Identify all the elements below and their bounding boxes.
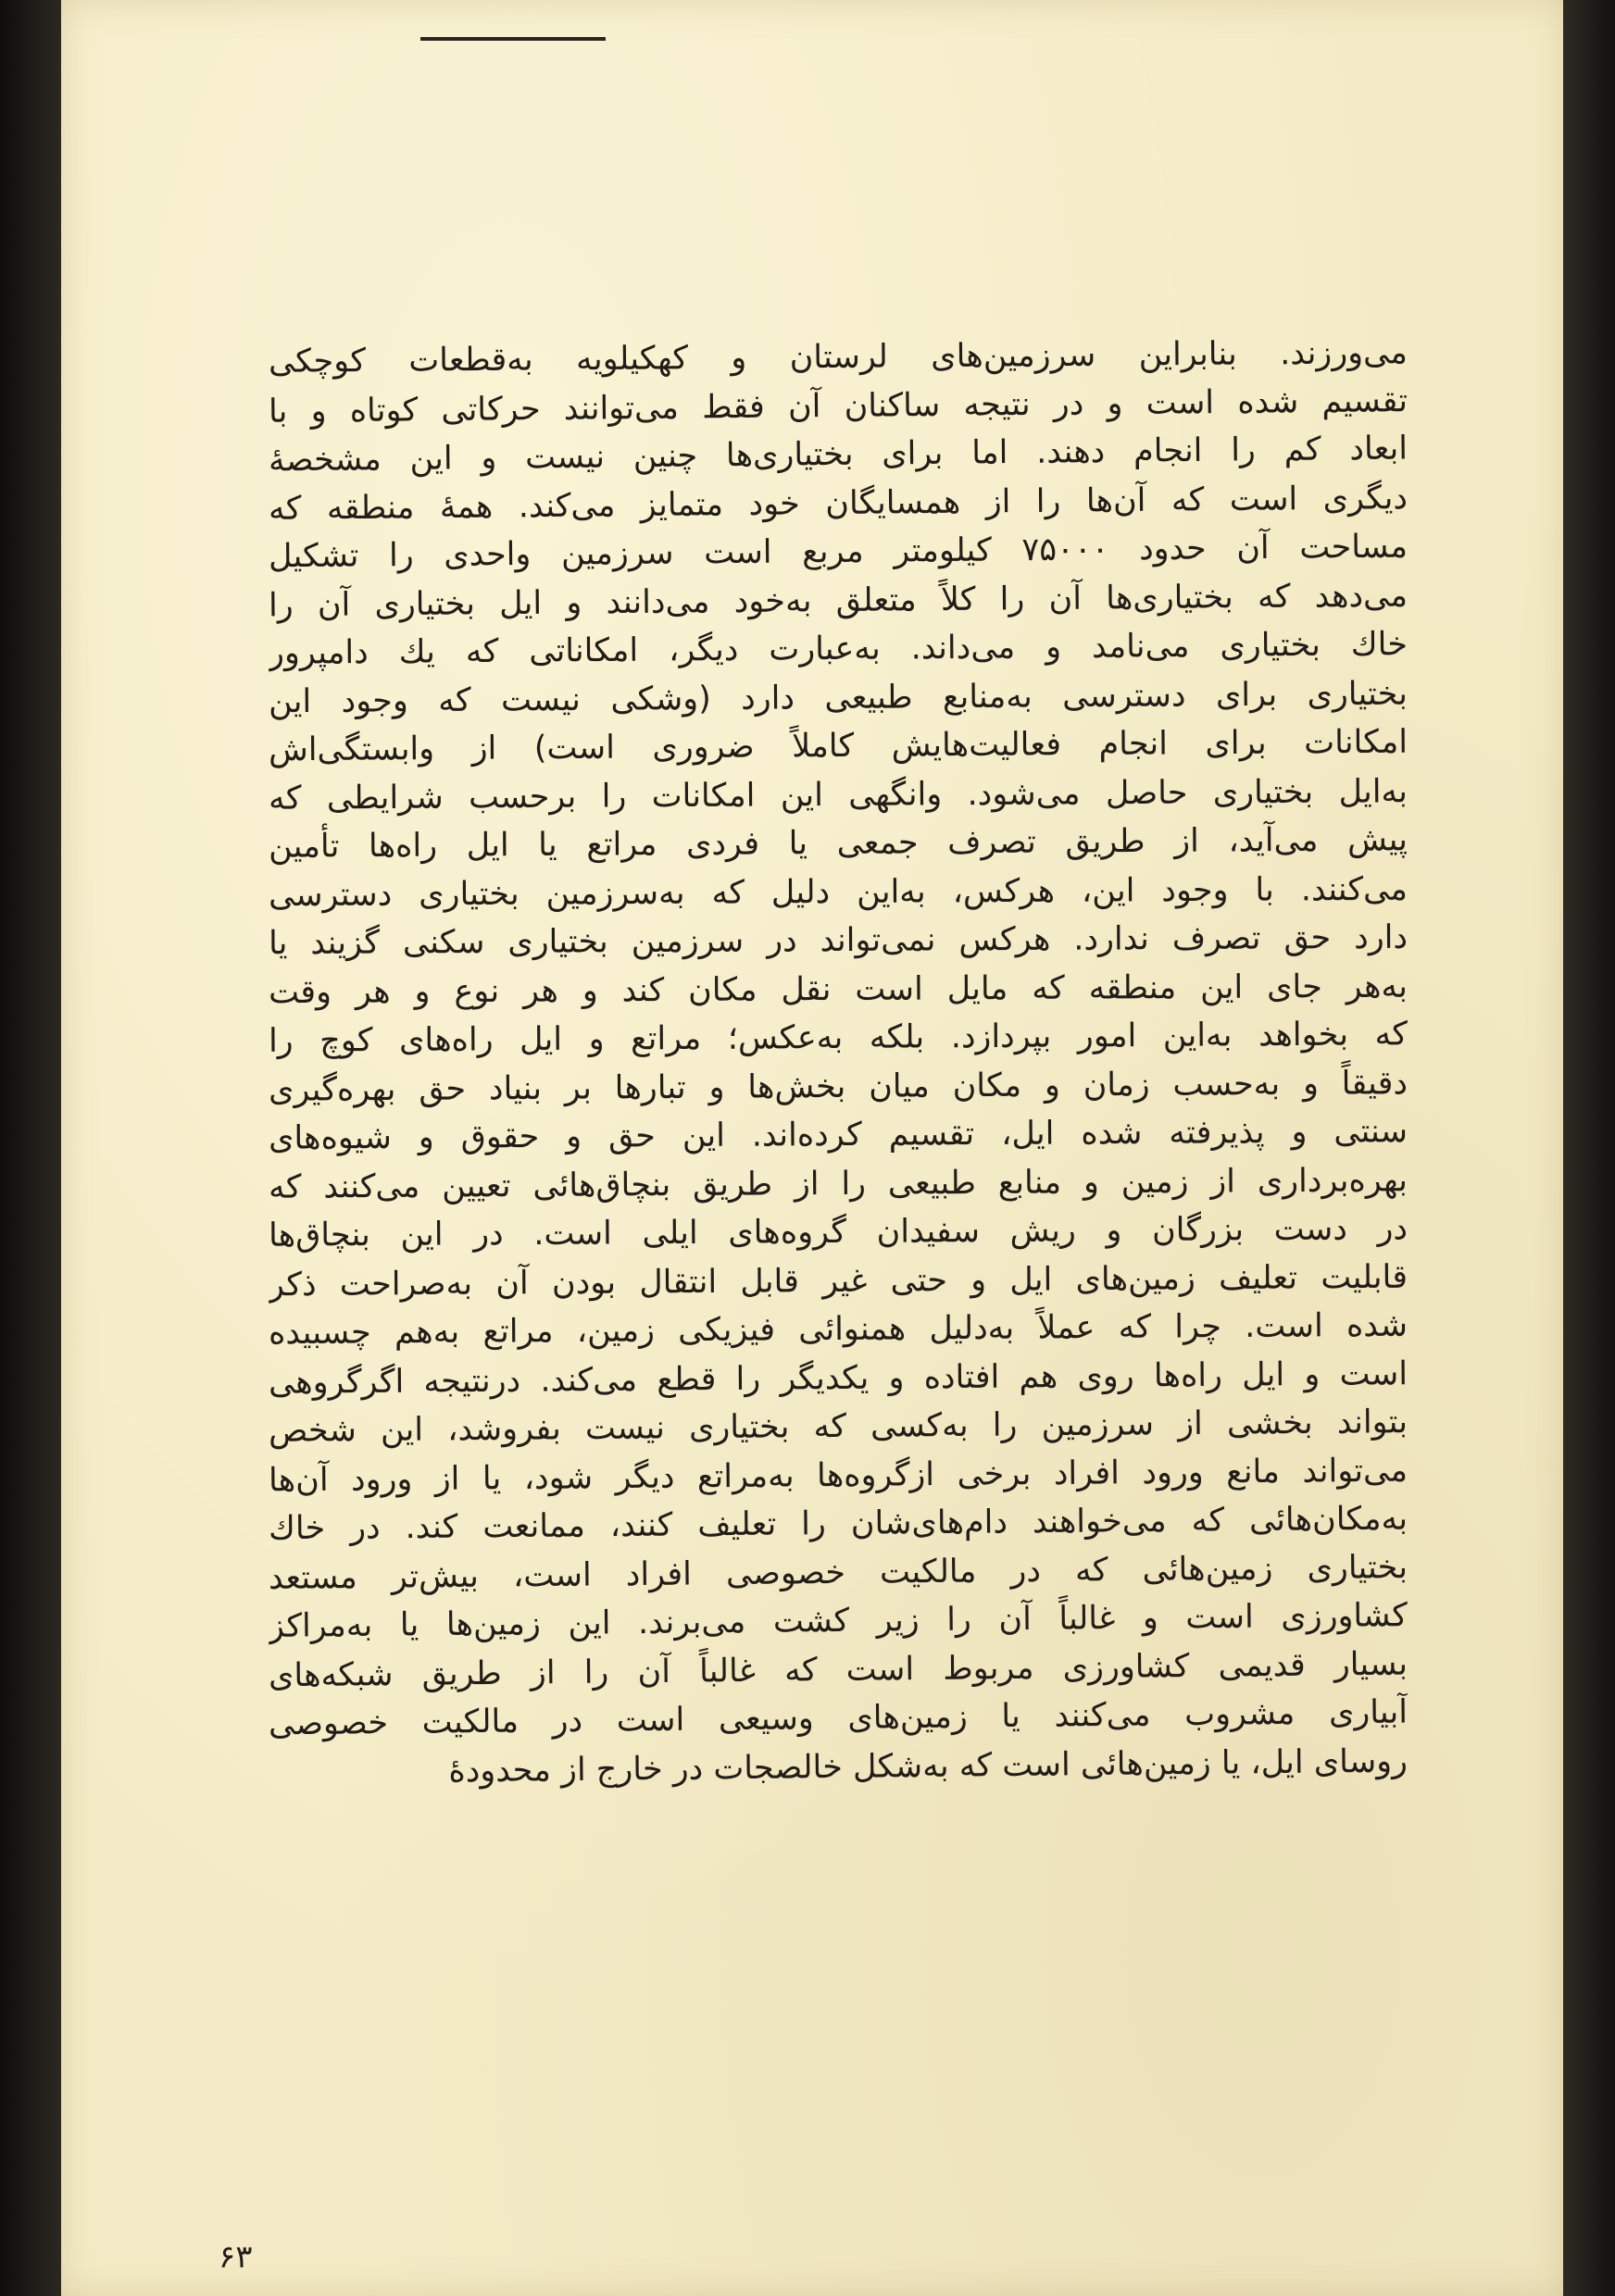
text-line-28: بسیار قدیمی کشاورزی مربوط است که غالباً آن را از طریق شبکه‌های (268, 1645, 1408, 1694)
text-line-15: که بخواهد به‌این امور بپردازد. بلکه به‌عکس؛ مراتع و ایل راه‌های کوچ را (268, 1016, 1408, 1060)
text-line-7: خاك بختیاری می‌نامد و می‌داند. به‌عبارت دیگر، امکاناتی که یك دامپرور (268, 626, 1408, 672)
text-line-19: در دست بزرگان و ریش سفیدان گروه‌های ایلی است. در این بنچاق‌ها (268, 1210, 1408, 1254)
text-line-12: می‌کنند. با وجود این، هرکس، به‌این دلیل که به‌سرزمین بختیاری دسترسی (268, 870, 1408, 914)
text-line-21: شده است. چرا که عملاً به‌دلیل همنوائی فیزیکی زمین، مراتع به‌هم چسبیده (268, 1306, 1408, 1353)
text-line-9: امکانات برای انجام فعالیت‌هایش کاملاً ضروری است) از وابستگی‌اش (268, 723, 1408, 769)
text-line-2: تقسیم شده است و در نتیجه ساکنان آن فقط می‌توانند حرکاتی کوتاه و با (268, 381, 1408, 430)
text-line-5: مساحت آن حدود ۷۵۰۰۰ کیلومتر مربع است سرزمین واحدی را تشکیل (268, 528, 1408, 576)
text-line-18: بهره‌برداری از زمین و منابع طبیعی را از طریق بنچاق‌هائی تعیین می‌کنند که (268, 1161, 1408, 1206)
text-line-13: دارد حق تصرف ندارد. هرکس نمی‌تواند در سرزمین بختیاری سکنی گزیند یا (268, 918, 1408, 963)
page-number: ۶۳ (219, 2239, 253, 2276)
text-line-25: به‌مکان‌هائی که می‌خواهند دام‌های‌شان را تعلیف کنند، ممانعت کند. در خاك (268, 1500, 1408, 1548)
text-line-11: پیش می‌آید، از طریق تصرف جمعی یا فردی مراتع یا ایل راه‌ها تأمین (268, 821, 1408, 866)
text-line-23: بتواند بخشی از سرزمین را به‌کسی که بختیاری نیست بفروشد، این شخص (268, 1404, 1408, 1450)
text-line-22: است و ایل راه‌ها روی هم افتاده و یکدیگر را قطع می‌کند. درنتیجه اگرگروهی (268, 1354, 1408, 1402)
text-line-29: آبیاری مشروب می‌کنند یا زمین‌های وسیعی است در مالکیت خصوصی (268, 1693, 1408, 1743)
text-line-24: می‌تواند مانع ورود افراد برخی ازگروه‌ها به‌مراتع دیگر شود، یا از ورود آن‌ها (268, 1452, 1408, 1499)
text-line-27: کشاورزی است و غالباً آن را زیر کشت می‌برند. این زمین‌ها یا به‌مراکز (268, 1597, 1408, 1645)
text-line-30: روسای ایل، یا زمین‌هائی است که به‌شکل خالصجات در خارج از محدودهٔ (448, 1742, 1408, 1790)
scan-border-right (1563, 0, 1615, 2296)
text-line-26: بختیاری زمین‌هائی که در مالکیت خصوصی افراد است، بیش‌تر مستعد (268, 1548, 1408, 1597)
body-text (269, 333, 1408, 1791)
text-line-1: می‌ورزند. بنابراین سرزمین‌های لرستان و کهکیلویه به‌قطعات کوچکی (268, 334, 1408, 381)
text-line-4: دیگری است که آن‌ها را از همسایگان خود متمایز می‌کند. همهٔ منطقه که (268, 479, 1408, 528)
text-line-17: سنتی و پذیرفته شده ایل، تقسیم کرده‌اند. این حق و حقوق و شیوه‌های (268, 1113, 1408, 1157)
header-rule (420, 37, 606, 41)
text-line-14: به‌هر جای این منطقه که مایل است نقل مکان کند و هر نوع و هر وقت (268, 967, 1408, 1011)
text-line-16: دقیقاً و به‌حسب زمان و مکان میان بخش‌ها و تبارها بر بنیاد حق بهره‌گیری (268, 1064, 1408, 1109)
text-line-3: ابعاد کم را انجام دهند. اما برای بختیاری‌ها چنین نیست و این مشخصهٔ (268, 430, 1408, 480)
text-line-20: قابلیت تعلیف زمین‌های ایل و حتی غیر قابل انتقال بودن آن به‌صراحت ذکر (268, 1258, 1408, 1304)
text-line-10: به‌ایل بختیاری حاصل می‌شود. وانگهی این امکانات را برحسب شرایطی که (268, 772, 1408, 817)
text-line-8: بختیاری برای دسترسی به‌منابع طبیعی دارد (وشکی نیست که وجود این (268, 675, 1408, 720)
text-line-6: می‌دهد که بختیاری‌ها آن را کلاً متعلق به‌خود می‌دانند و ایل بختیاری آن را (268, 577, 1408, 624)
scan-border-left (0, 0, 61, 2296)
